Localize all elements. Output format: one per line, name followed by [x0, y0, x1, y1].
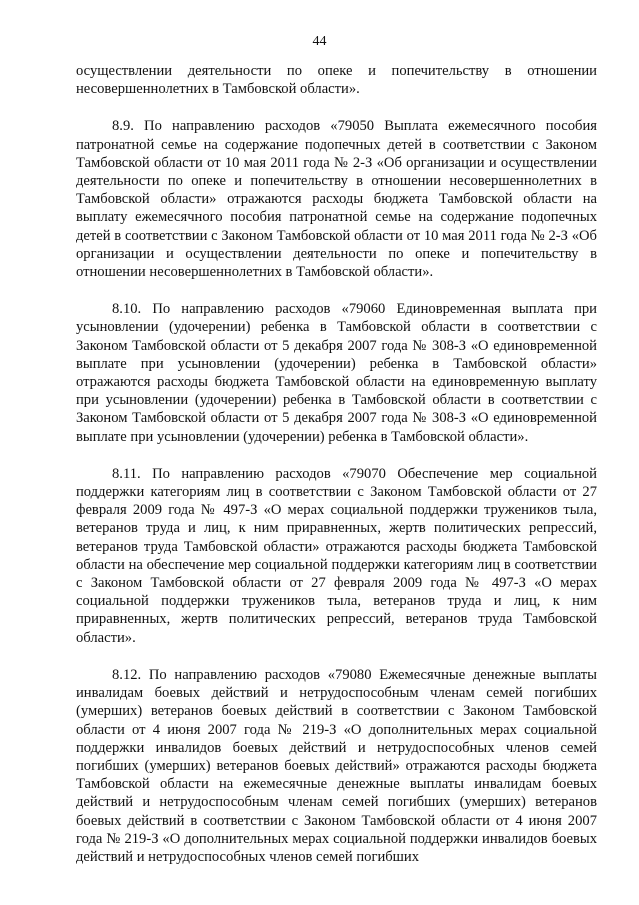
paragraph-8-10: 8.10. По направлению расходов «79060 Единовременная выплата при усыновлении (удочерении) ребенка в Тамбовской области в соответствии с Законом Тамбовской области от 5 декабря 2007 года № 308-З «О единовременной выплате при усыновлении (удочерении) ребенка в Тамбовской области» отражаются расходы бюджета Тамбовской области на единовременную выплату при усыновлении (удочерении) ребенка в Тамбовской области в соответствии с Законом Тамбовской области от 5 декабря 2007 года № 308-З «О единовременной выплате при усыновлении (удочерении) ребенка в Тамбовской области». — [76, 301, 597, 445]
paragraph-8-9: 8.9. По направлению расходов «79050 Выплата ежемесячного пособия патронатной семье на содержание подопечных детей в соответствии с Законом Тамбовской области от 10 мая 2011 года № 2-З «Об организации и осуществлении деятельности по опеке и попечительству в отношении несовершеннолетних в Тамбовской области» отражаются расходы бюджета Тамбовской области на выплату ежемесячного пособия патронатной семье на содержание подопечных детей в соответствии с Законом Тамбовской области от 10 мая 2011 года № 2-З «Об организации и осуществлении деятельности по опеке и попечительству в отношении несовершеннолетних в Тамбовской области». — [76, 118, 597, 281]
paragraph-8-12: 8.12. По направлению расходов «79080 Ежемесячные денежные выплаты инвалидам боевых действий и нетрудоспособным членам семей погибших (умерших) ветеранов боевых действий в соответствии с Законом Тамбовской области от 4 июня 2007 года № 219-З «О дополнительных мерах социальной поддержки инвалидов боевых действий и нетрудоспособных членов семей погибших (умерших) ветеранов боевых действий» отражаются расходы бюджета Тамбовской области на ежемесячные денежные выплаты инвалидам боевых действий и нетрудоспособным членам семей погибших (умерших) ветеранов боевых действий в соответствии с Законом Тамбовской области от 4 июня 2007 года № 219-З «О дополнительных мерах социальной поддержки инвалидов боевых действий и нетрудоспособных членов семей погибших — [76, 666, 597, 865]
document-body — [76, 62, 597, 866]
paragraph-continuation: осуществлении деятельности по опеке и попечительству в отношении несовершеннолетних в Тамбовской области». — [76, 63, 597, 98]
page-number: 44 — [312, 34, 327, 49]
paragraph-8-11: 8.11. По направлению расходов «79070 Обеспечение мер социальной поддержки категориям лиц в соответствии с Законом Тамбовской области от 27 февраля 2009 года № 497-З «О мерах социальной поддержки тружеников тыла, ветеранов труда и лиц, к ним приравненных, жертв политических репрессий, ветеранов труда Тамбовской области» отражаются расходы бюджета Тамбовской области на обеспечение мер социальной поддержки категориям лиц в соответствии с Законом Тамбовской области от 27 февраля 2009 года № 497-З «О мерах социальной поддержки тружеников тыла, ветеранов труда и лиц, к ним приравненных, жертв политических репрессий, ветеранов труда Тамбовской области». — [76, 465, 597, 646]
